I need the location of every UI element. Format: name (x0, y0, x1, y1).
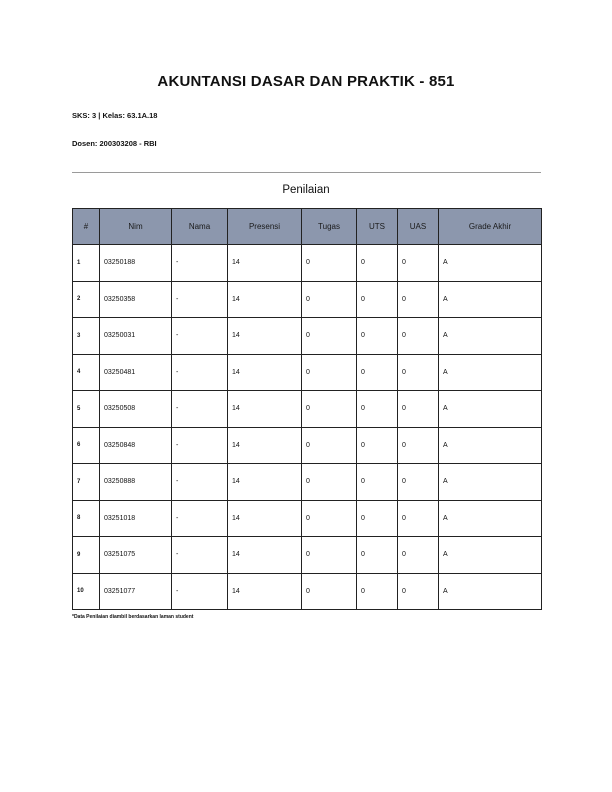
cell-number: 1 (73, 245, 100, 282)
cell-number: 8 (73, 500, 100, 537)
cell-nim: 03250848 (100, 427, 172, 464)
cell-grade-akhir: A (439, 573, 542, 610)
cell-uas: 0 (398, 245, 439, 282)
cell-presensi: 14 (228, 500, 302, 537)
cell-tugas: 0 (302, 391, 357, 428)
header-cell-presensi: Presensi (228, 209, 302, 245)
cell-uas: 0 (398, 391, 439, 428)
cell-nama: - (172, 318, 228, 355)
cell-nim: 03250188 (100, 245, 172, 282)
cell-uts: 0 (357, 537, 398, 574)
header-cell-uas: UAS (398, 209, 439, 245)
cell-number: 5 (73, 391, 100, 428)
cell-uas: 0 (398, 500, 439, 537)
cell-uas: 0 (398, 537, 439, 574)
lecturer-info: Dosen: 200303208 - RBI (72, 139, 157, 148)
cell-uas: 0 (398, 281, 439, 318)
cell-nim: 03251018 (100, 500, 172, 537)
cell-grade-akhir: A (439, 464, 542, 501)
cell-nama: - (172, 537, 228, 574)
cell-presensi: 14 (228, 427, 302, 464)
cell-tugas: 0 (302, 500, 357, 537)
cell-grade-akhir: A (439, 245, 542, 282)
cell-nim: 03250358 (100, 281, 172, 318)
cell-uas: 0 (398, 573, 439, 610)
cell-nama: - (172, 573, 228, 610)
cell-presensi: 14 (228, 354, 302, 391)
cell-presensi: 14 (228, 318, 302, 355)
cell-uts: 0 (357, 281, 398, 318)
header-cell-number: # (73, 209, 100, 245)
cell-number: 7 (73, 464, 100, 501)
cell-tugas: 0 (302, 318, 357, 355)
cell-nim: 03250031 (100, 318, 172, 355)
header-cell-uts: UTS (357, 209, 398, 245)
cell-nim: 03250508 (100, 391, 172, 428)
cell-number: 2 (73, 281, 100, 318)
cell-nim: 03250888 (100, 464, 172, 501)
cell-nama: - (172, 391, 228, 428)
cell-presensi: 14 (228, 281, 302, 318)
footnote: *Data Penilaian diambil berdasarkan laman student (72, 614, 194, 620)
table-row (73, 537, 542, 574)
cell-grade-akhir: A (439, 537, 542, 574)
section-title: Penilaian (282, 184, 330, 196)
cell-presensi: 14 (228, 573, 302, 610)
cell-uts: 0 (357, 391, 398, 428)
header-cell-nim: Nim (100, 209, 172, 245)
cell-nama: - (172, 354, 228, 391)
cell-uts: 0 (357, 354, 398, 391)
cell-number: 9 (73, 537, 100, 574)
cell-uas: 0 (398, 354, 439, 391)
header-cell-grade-akhir: Grade Akhir (439, 209, 542, 245)
cell-tugas: 0 (302, 281, 357, 318)
course-meta: SKS: 3 | Kelas: 63.1A.18 (72, 111, 158, 120)
cell-presensi: 14 (228, 391, 302, 428)
table-row (73, 245, 542, 282)
cell-number: 6 (73, 427, 100, 464)
cell-uas: 0 (398, 318, 439, 355)
header-cell-nama: Nama (172, 209, 228, 245)
cell-nim: 03251077 (100, 573, 172, 610)
table-row (73, 318, 542, 355)
cell-number: 4 (73, 354, 100, 391)
cell-grade-akhir: A (439, 427, 542, 464)
table-row (73, 391, 542, 428)
cell-tugas: 0 (302, 464, 357, 501)
cell-number: 3 (73, 318, 100, 355)
cell-tugas: 0 (302, 427, 357, 464)
table-row (73, 354, 542, 391)
cell-tugas: 0 (302, 245, 357, 282)
cell-nama: - (172, 427, 228, 464)
table-body (73, 245, 542, 610)
page-title: AKUNTANSI DASAR DAN PRAKTIK - 851 (157, 73, 455, 90)
cell-tugas: 0 (302, 537, 357, 574)
cell-uts: 0 (357, 500, 398, 537)
cell-nama: - (172, 500, 228, 537)
cell-number: 10 (73, 573, 100, 610)
cell-uas: 0 (398, 464, 439, 501)
table-row (73, 427, 542, 464)
cell-grade-akhir: A (439, 500, 542, 537)
divider (72, 172, 541, 173)
cell-uts: 0 (357, 573, 398, 610)
table-row (73, 281, 542, 318)
cell-tugas: 0 (302, 573, 357, 610)
table-row (73, 500, 542, 537)
table-row (73, 464, 542, 501)
cell-nama: - (172, 281, 228, 318)
cell-nama: - (172, 245, 228, 282)
cell-grade-akhir: A (439, 281, 542, 318)
grades-table (72, 208, 542, 610)
cell-grade-akhir: A (439, 391, 542, 428)
table-header-row (73, 209, 542, 245)
cell-uts: 0 (357, 245, 398, 282)
cell-nim: 03250481 (100, 354, 172, 391)
cell-uts: 0 (357, 427, 398, 464)
cell-grade-akhir: A (439, 318, 542, 355)
cell-nim: 03251075 (100, 537, 172, 574)
cell-grade-akhir: A (439, 354, 542, 391)
cell-presensi: 14 (228, 537, 302, 574)
cell-uas: 0 (398, 427, 439, 464)
cell-uts: 0 (357, 318, 398, 355)
header-cell-tugas: Tugas (302, 209, 357, 245)
cell-tugas: 0 (302, 354, 357, 391)
cell-presensi: 14 (228, 464, 302, 501)
cell-presensi: 14 (228, 245, 302, 282)
cell-uts: 0 (357, 464, 398, 501)
table-row (73, 573, 542, 610)
cell-nama: - (172, 464, 228, 501)
